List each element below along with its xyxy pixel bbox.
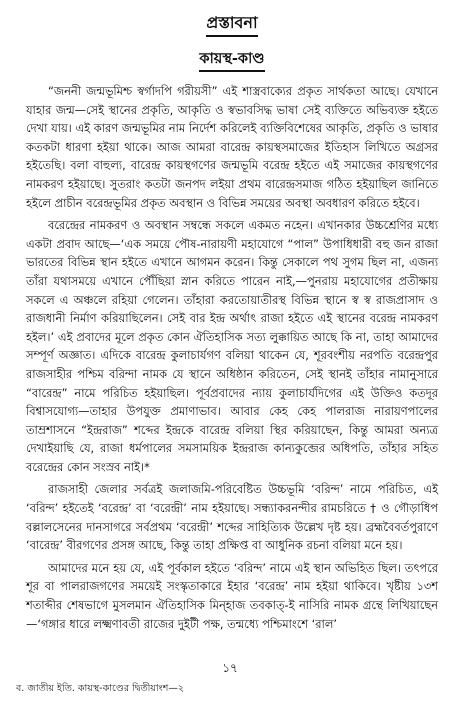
page-number: ১৭ bbox=[222, 661, 238, 675]
section-title bbox=[26, 49, 438, 72]
paragraph-4: আমাদের মনে হয় যে, এই পূর্বকাল হইতে ‘বরিন্দ’ নামে এই স্থান অভিহিত ছিল। তৎপরে শূর বা পালরাজগণের সময়েই সংস্কৃতাকারে ইহার ‘বরেন্দ্র’ নাম হইয়া থাকিবে। খৃষ্টীয় ১৩শ শতাব্দীর শেষভাগে মুসলমান ঐতিহাসিক মিন্হাজ তবকাত্‌-ই নাসিরি নামক গ্রন্থে লিখিয়াছেন—‘গঙ্গার ধারে লক্ষ্মণাবতী রাজের দুইটী পক্ষ, তন্মধ্যে পশ্চিমাংশে ‘রাল’ bbox=[26, 560, 438, 631]
page-title bbox=[26, 12, 438, 37]
paragraph-2: বরেন্দ্রের নামকরণ ও অবস্থান সম্বন্ধে সকলে একমত নহেন। এখানকার উচ্চশ্রেণির মধ্যে একটা প্রবাদ আছে—‘এক সময়ে পৌষ-নারায়ণী মহাযোগে “পাল” উপাধিধারী বহু জন রাজা ভারতের বিভিন্ন স্থান হইতে এখানে আগমন করেন। কিন্তু সেকালে পথ সুগম ছিল না, এজন্য তাঁরা যথাসময়ে এখানে পৌঁছিয়া স্নান করিতে পারেন নাই,—পুনরায় মহাযোগের প্রতীক্ষায় সকলে এ অঞ্চলে রহিয়া গেলেন। তাঁহারা করতোয়াতীরস্থ বিভিন্ন স্থানে স্ব স্ব রাজপ্রাসাদ ও রাজধানী নির্মাণ করিয়াছিলেন। সেই বার ইন্দ্র অর্থাৎ রাজা হইতে এই স্থানের বরেন্দ্র নামকরণ হইল।’ এই প্রবাদের মূলে প্রকৃত কোন ঐতিহাসিক সত্য লুক্কায়িত আছে কি না, তাহা আমাদের সম্পূর্ণ অজ্ঞাত। এদিকে বারেন্দ্র কুলাচার্যগণ বলিয়া থাকেন যে, শূরবংশীয় নরপতি বরেন্দ্রপুর রাজসাহীর পশ্চিম বরিন্দা নামক যে স্থানে অধিষ্ঠান করিতেন, সেই স্থানই তাঁহার নামানুসারে “বারেন্দ্র” নামে পরিচিত হইয়াছিল। পূর্বপ্রবাদের ন্যায় কুলাচার্যদিগের এই উক্তিও কতদূর বিশ্বাসযোগ্য—তাহার উপযুক্ত প্রমাণাভাব। আবার কেহ কেহ পালরাজ নারায়ণপালের তাম্রশাসনে “ইন্দ্ররাজ” শব্দের ইন্দ্রকে বারেন্দ্র বলিয়া স্থির করিয়াছেন, কিন্তু আমরা অন্যত্র দেখাইয়াছি যে, রাজা ধর্মপালের সমসাময়িক ইন্দ্ররাজ কান্যকুব্জের অধিপতি, তাঁহার সহিত বরেন্দ্রের কোন সংস্রব নাই।* bbox=[26, 218, 438, 474]
section-title-text: কায়স্থ-কাণ্ড bbox=[199, 49, 264, 72]
paragraph-1: “জননী জন্মভূমিশ্চ স্বর্গাদপি গরীয়সী” এই শাস্ত্রবাক্যের প্রকৃত সার্থকতা আছে। যেখানে যাহার জন্ম—সেই স্থানের প্রকৃতি, আকৃতি ও স্বভাবসিদ্ধ ভাষা সেই ব্যক্তিতে অভিব্যক্ত হইতে দেখা যায়। এই কারণ জন্মভূমির নাম নির্দেশ করিলেই ব্যক্তিবিশেষের আকৃতি, প্রকৃতি ও ভাষার কতকটা ধারণা হইয়া থাকে। আজ আমরা বারেন্দ্র কায়স্থসমাজের ইতিহাস লিখিতে অগ্রসর হইতেছি। বলা বাহুল্য, বারেন্দ্র কায়স্থগণের জন্মভূমি বরেন্দ্র হইতে এই সমাজের কায়স্থগণের নামকরণ হইয়াছে। সুতরাং কতটা জনপদ লইয়া প্রথম বারেন্দ্রসমাজ গঠিত হইয়াছিল জানিতে হইলে প্রাচীন বরেন্দ্রভূমির প্রকৃত অবস্থান ও বিভিন্ন সময়ের অবস্থা অবধারণ করিতে হইবে। bbox=[26, 84, 438, 210]
page-title-text: প্রস্তাবনা bbox=[206, 12, 257, 37]
footer-signature-note: ব. জাতীয় ইতি. কায়স্থ-কাণ্ডের দ্বিতীয়াংশ—২ bbox=[16, 683, 185, 694]
paragraph-3: রাজসাহী জেলার সর্বত্রই জলাজমি-পরিবেষ্টিত উচ্চভূমি ‘বরিন্দ’ নামে পরিচিত, এই ‘বরিন্দ’ হইতেই ‘বরেন্দ্র’ বা ‘বরেন্দ্রী’ নাম হইয়াছে। সন্ধ্যাকরনন্দীর রামচরিতে † ও গৌড়াধিপ বল্লালসেনের দানসাগরে সর্বপ্রথম ‘বরেন্দ্রী’ শব্দের সাহিত্যিক উল্লেখ দৃষ্ট হয়। ব্রহ্মবৈবর্তপুরাণে ‘বারেন্দ্র’ বীরগণের প্রসঙ্গ আছে, কিন্তু তাহা প্রক্ষিপ্ত বা আধুনিক রচনা বলিয়া মনে হয়। bbox=[26, 482, 438, 553]
